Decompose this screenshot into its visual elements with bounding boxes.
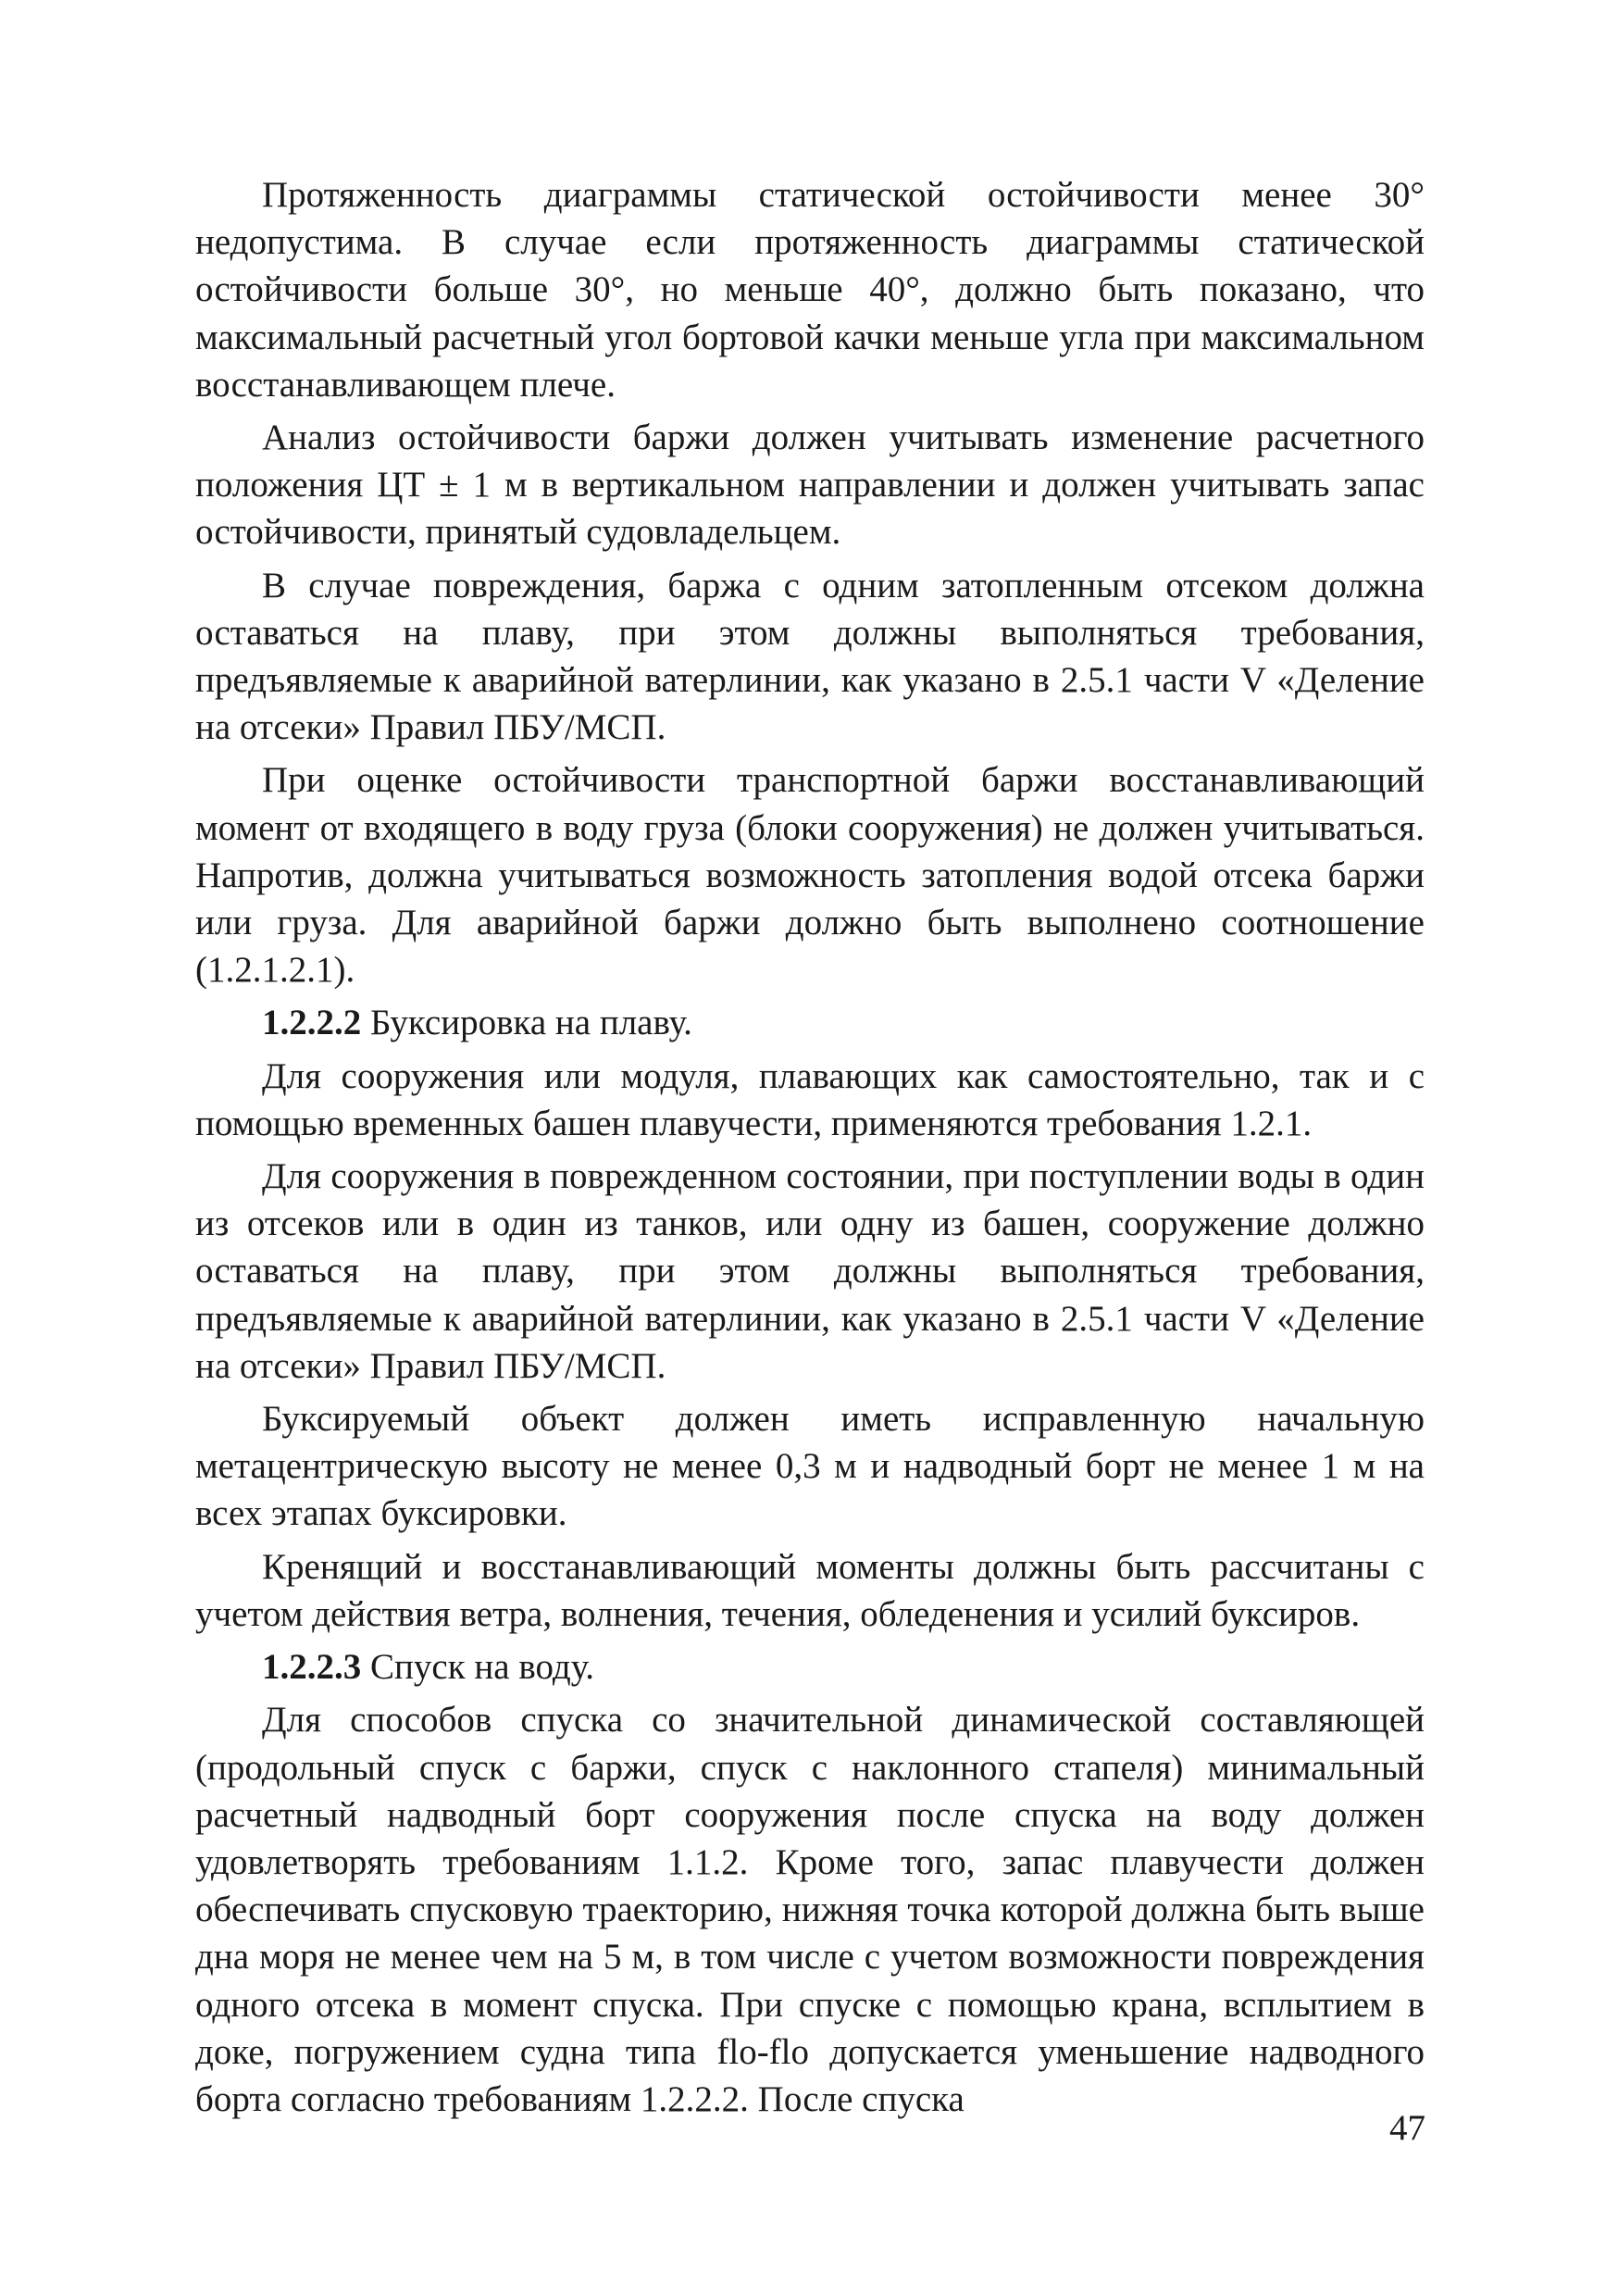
paragraph-barge-stability-analysis: Анализ остойчивости баржи должен учитывать изменение расчетного положения ЦТ ± 1 м в вертикальном направлении и должен учитывать запас остойчивости, принятый судовладельцем. bbox=[195, 418, 1425, 553]
paragraph-towing-damaged-state: Для сооружения в поврежденном состоянии, при поступлении воды в один из отсеков или в один из танков, или одну из башен, сооружение должно оставаться на плаву, при этом должны выполняться требования, предъявляемые к аварийной ватерлинии, как указано в 2.5.1 части V «Деление на отсеки» Правил ПБУ/МСП. bbox=[195, 1156, 1425, 1386]
paragraph-transport-barge-stability: При оценке остойчивости транспортной баржи восстанавливающий момент от входящего в воду груза (блоки сооружения) не должен учитываться. Напротив, должна учитываться возможность затопления водой отсека баржи или груза. Для аварийной баржи должно быть выполнено соотношение (1.2.1.2.1). bbox=[195, 760, 1425, 991]
section-heading-launching bbox=[195, 1643, 1425, 1691]
paragraph-barge-damage: В случае повреждения, баржа с одним затопленным отсеком должна оставаться на плаву, при этом должны выполняться требования, предъявляемые к аварийной ватерлинии, как указано в 2.5.1 части V «Деление на отсеки» Правил ПБУ/МСП. bbox=[195, 565, 1425, 748]
page-number: 47 bbox=[1389, 2108, 1425, 2148]
section-title: Буксировка на плаву. bbox=[361, 1003, 692, 1043]
paragraph-launching-methods: Для способов спуска со значительной динамической составляющей (продольный спуск с баржи, спуск с наклонного стапеля) минимальный расчетный надводный борт сооружения после спуска на воду должен удовлетворять требованиям 1.1.2. Кроме того, запас плавучести должен обеспечивать спусковую траекторию, нижняя точка которой должна быть выше дна моря не менее чем на 5 м, в том числе с учетом возможности повреждения одного отсека в момент спуска. При спуске с помощью крана, всплытием в доке, погружением судна типа flo-flo допускается уменьшение надводного борта согласно требованиям 1.2.2.2. После спуска bbox=[195, 1700, 1425, 2119]
section-heading-towing bbox=[195, 999, 1425, 1046]
paragraph-towing-heeling-moments: Кренящий и восстанавливающий моменты должны быть рассчитаны с учетом действия ветра, волнения, течения, обледенения и усилий буксиров. bbox=[195, 1546, 1425, 1634]
paragraph-towing-metacentric-height: Буксируемый объект должен иметь исправленную начальную метацентрическую высоту не менее 0,3 м и надводный борт не менее 1 м на всех этапах буксировки. bbox=[195, 1399, 1425, 1534]
section-number: 1.2.2.3 bbox=[262, 1647, 362, 1688]
paragraph-towing-buoyancy: Для сооружения или модуля, плавающих как самостоятельно, так и с помощью временных башен плавучести, применяются требования 1.2.1. bbox=[195, 1055, 1425, 1143]
section-title: Спуск на воду. bbox=[361, 1647, 595, 1688]
section-number: 1.2.2.2 bbox=[262, 1003, 362, 1043]
document-body bbox=[195, 171, 1425, 2128]
paragraph-stability-diagram-extent: Протяженность диаграммы статической остойчивости менее 30° недопустима. В случае если протяженность диаграммы статической остойчивости больше 30°, но меньше 40°, должно быть показано, что максимальный расчетный угол бортовой качки меньше угла при максимальном восстанавливающем плече. bbox=[195, 175, 1425, 405]
